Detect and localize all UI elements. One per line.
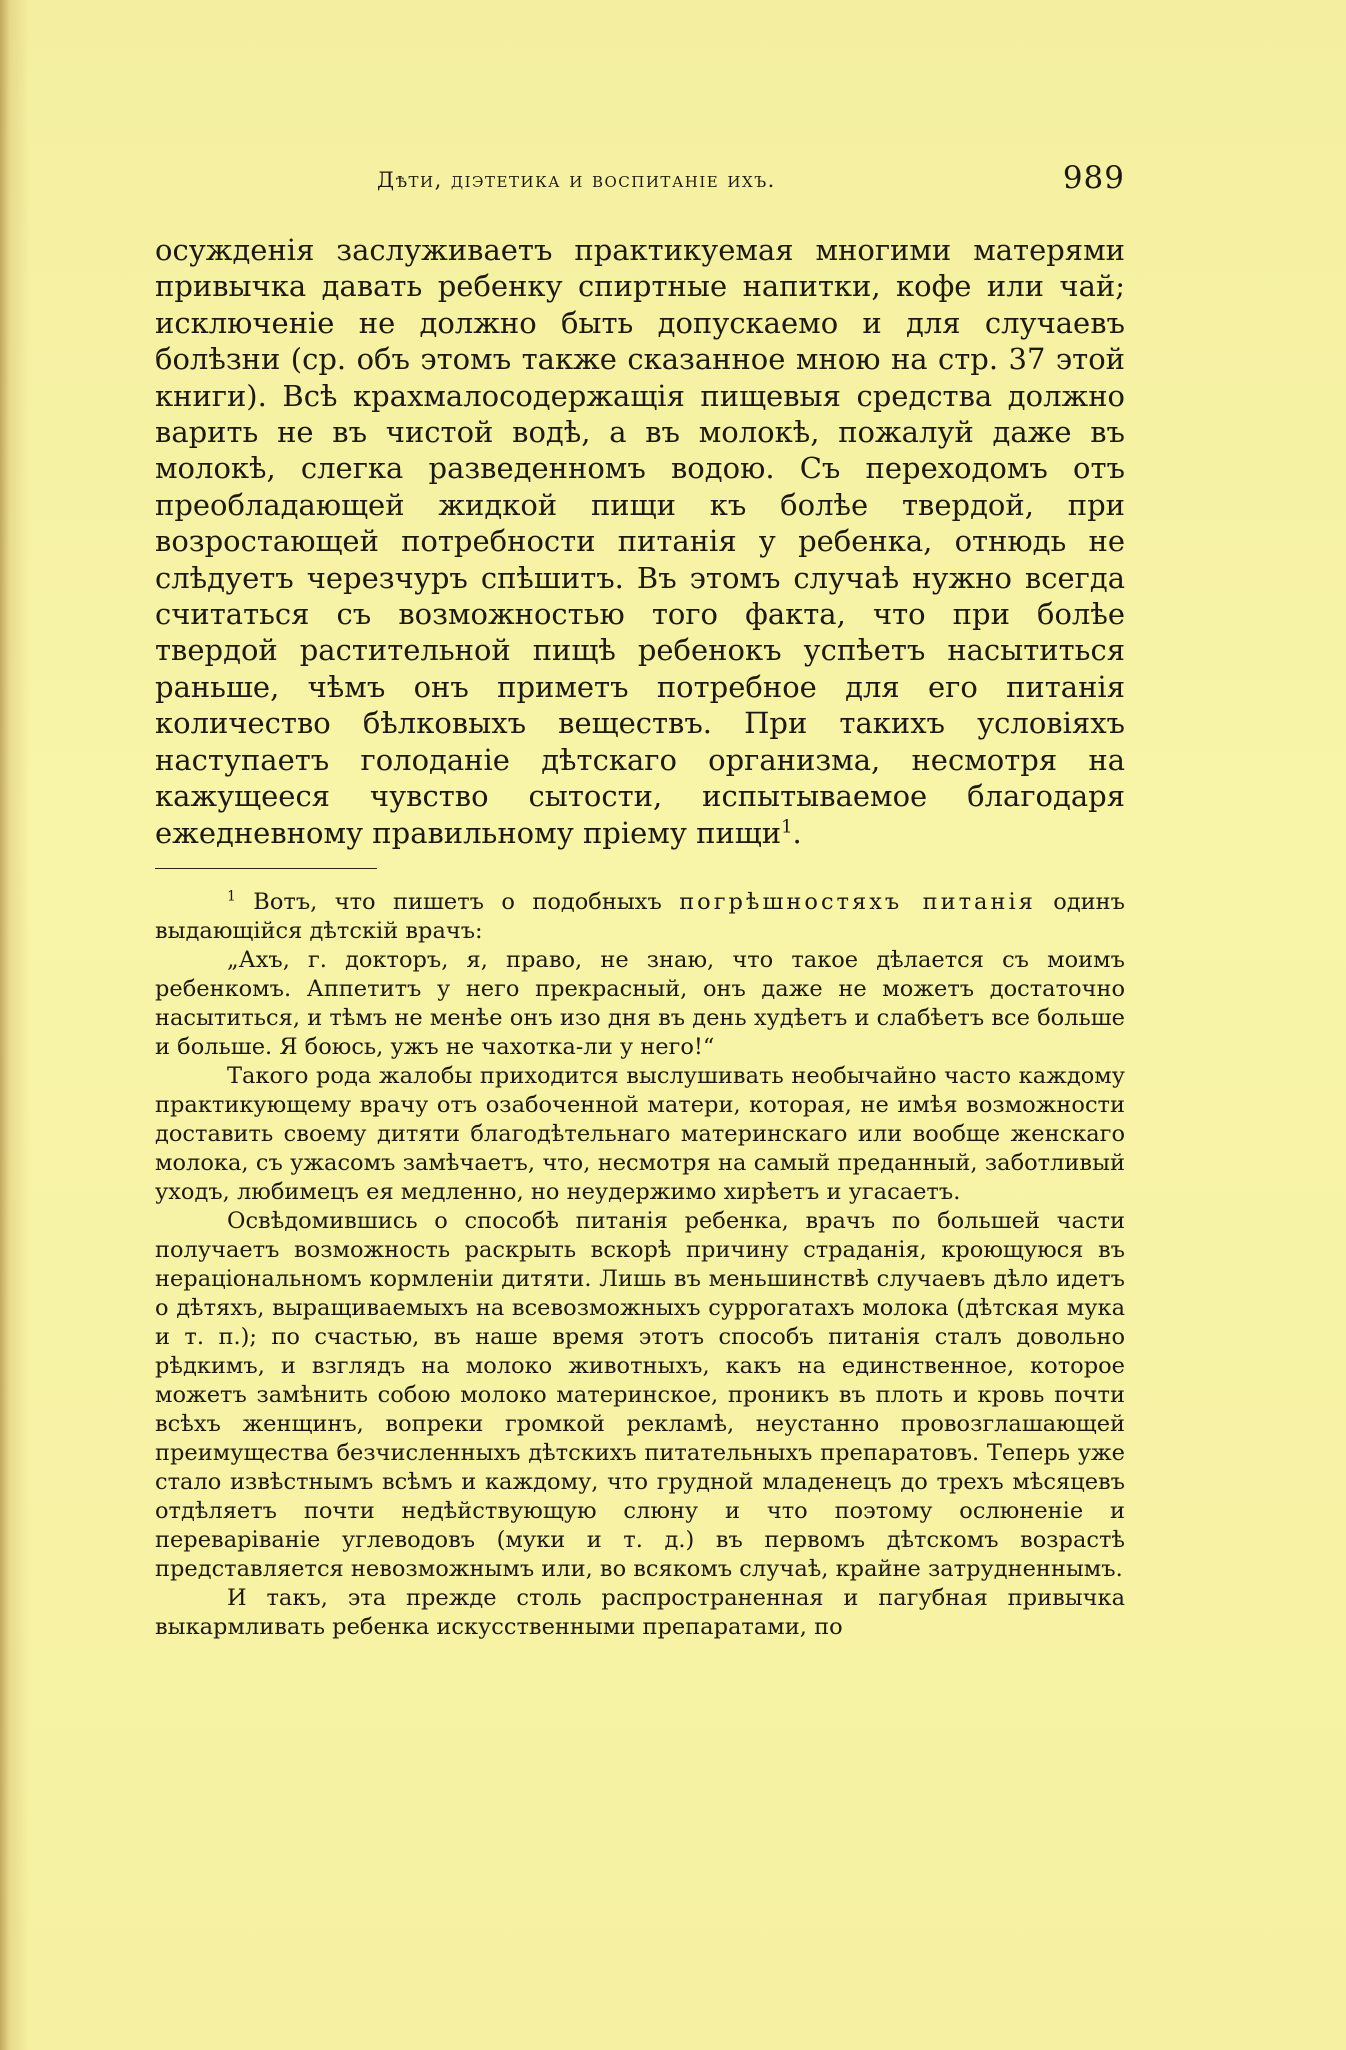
main-paragraph-text: осужденія заслуживаетъ практикуемая многими матерями привычка давать ребенку спиртные напитки, кофе или чай; исключеніе не должно быть допускаемо и для случаевъ болѣзни (ср. объ этомъ также сказанное мною на стр. 37 этой книги). Всѣ крахмалосодержащія пищевыя средства должно варить не въ чистой водѣ, а въ молокѣ, пожалуй даже въ молокѣ, слегка разведенномъ водою. Съ переходомъ отъ преобладающей жидкой пищи къ болѣе твердой, при возростающей потребности питанія у ребенка, отнюдь не слѣдуетъ черезчуръ спѣшитъ. Въ этомъ случаѣ нужно всегда считаться съ возможностью того факта, что при болѣе твердой растительной пищѣ ребенокъ успѣетъ насытиться раньше, чѣмъ онъ приметъ потребное для его питанія количество бѣлковыхъ веществъ. При такихъ условіяхъ наступаетъ голоданіе дѣтскаго организма, несмотря на кажущееся чувство сытости, испытываемое благодаря ежедневному правильному пріему пищи	[155, 233, 1125, 850]
main-paragraph-end: .	[792, 815, 802, 850]
main-paragraph	[155, 232, 1125, 851]
footnote-intro-after: одинъ выдающійся дѣтскій врачъ:	[155, 889, 1125, 944]
footnote-paragraph-4: И такъ, эта прежде столь распространенная и пагубная привычка выкармливать ребенка искусственными препаратами, по	[155, 1585, 1125, 1640]
footnote-paragraph-2: Такого рода жалобы приходится выслушивать необычайно часто каждому практикующему врачу отъ озабоченной матери, которая, не имѣя возможности доставить своему дитяти благодѣтельнаго материнскаго или вообще женскаго молока, съ ужасомъ замѣчаетъ, что, несмотря на самый преданный, заботливый уходъ, любимецъ ея медленно, но неудержимо хирѣетъ и угасаетъ.	[155, 1063, 1125, 1205]
page-header	[155, 160, 1125, 200]
footnote-marker: 1	[227, 888, 236, 905]
footnote-intro	[155, 888, 1125, 946]
footnote-intro-before: Вотъ, что пишетъ о подобныхъ	[253, 889, 662, 915]
footnote-paragraph-3: Освѣдомившись о способѣ питанія ребенка, врачъ по большей части получаетъ возможность раскрыть вскорѣ причину страданія, кроющуюся въ нераціональномъ кормленіи дитяти. Лишь въ меньшинствѣ случаевъ дѣло идетъ о дѣтяхъ, выращиваемыхъ на всевозможныхъ суррогатахъ молока (дѣтская мука и т. п.); по счастью, въ наше время этотъ способъ питанія сталъ довольно рѣдкимъ, и взглядъ на молоко животныхъ, какъ на единственное, которое можетъ замѣнить собою молоко материнское, проникъ въ плоть и кровь почти всѣхъ женщинъ, вопреки громкой рекламѣ, неустанно провозглашающей преимущества безчисленныхъ дѣтскихъ питательныхъ препаратовъ. Теперь уже стало извѣстнымъ всѣмъ и каждому, что грудной младенецъ до трехъ мѣсяцевъ отдѣляетъ почти недѣйствующую слюну и что поэтому ослюненіе и переваріваніе углеводовъ (муки и т. д.) въ первомъ дѣтскомъ возрастѣ представляется невозможнымъ или, во всякомъ случаѣ, крайне затрудненнымъ.	[155, 1208, 1125, 1582]
footnote-quote: „Ахъ, г. докторъ, я, право, не знаю, что такое дѣлается съ моимъ ребенкомъ. Аппетитъ у него прекрасный, онъ даже не можетъ достаточно насытиться, и тѣмъ не менѣе онъ изо дня въ день худѣетъ и слабѣетъ все больше и больше. Я боюсь, ужъ не чахотка-ли у него!“	[155, 947, 1125, 1060]
footnote-reference: 1	[781, 815, 793, 837]
page-number: 989	[1062, 160, 1125, 196]
footnote-block	[155, 888, 1125, 1642]
footnote-intro-emphasis: погрѣшностяхъ питанія	[679, 889, 1036, 915]
footnote-divider	[155, 868, 377, 869]
running-title: Дѣти, діэтетика и воспитаніе ихъ.	[377, 168, 776, 192]
